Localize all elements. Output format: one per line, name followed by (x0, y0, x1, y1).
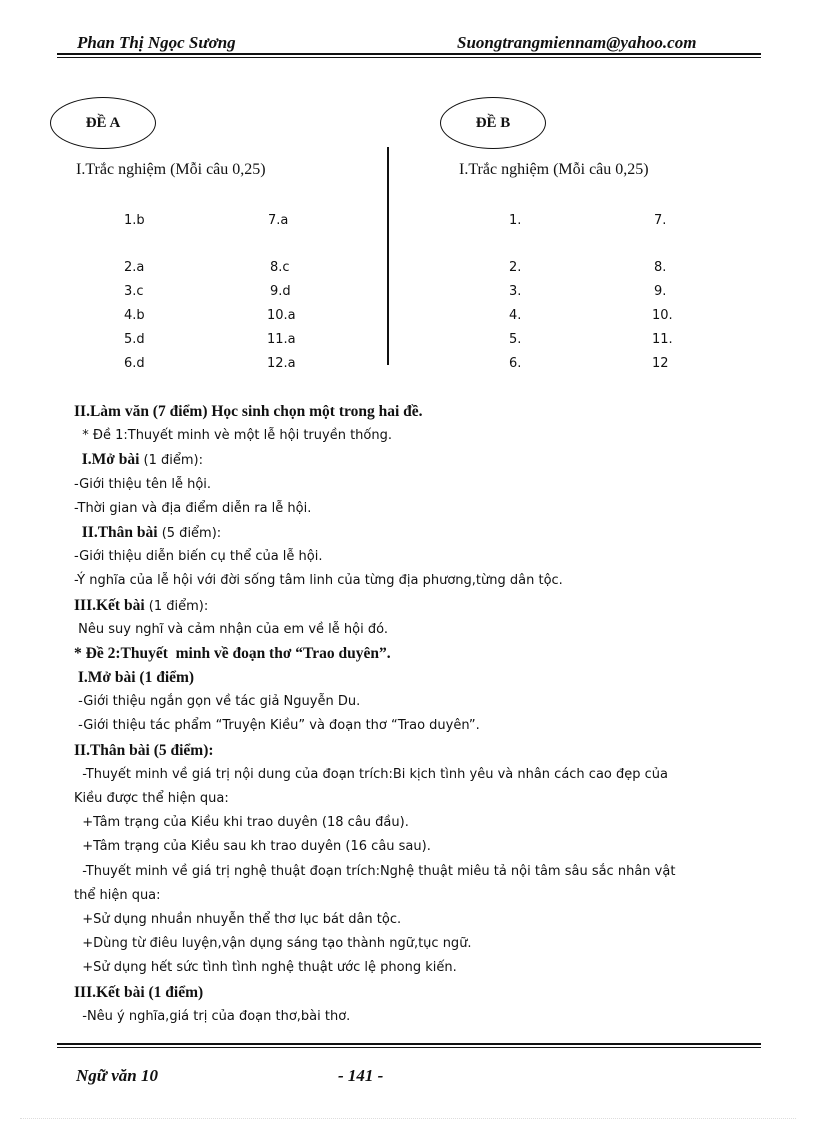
header-author: Phan Thị Ngọc Sương (77, 33, 236, 52)
de-b-answer: 1. (509, 213, 522, 228)
page-number: - 141 - (338, 1066, 384, 1085)
de-a-answer: 6.d (124, 356, 145, 371)
header-rule-thin (57, 57, 761, 58)
de-b-answer: 12 (652, 356, 669, 371)
essay-line-heading: III.Kết bài (74, 596, 145, 614)
essay-line (74, 618, 764, 642)
essay-line (74, 521, 764, 545)
de-a-answer: 11.a (267, 332, 296, 347)
de-a-label: ĐỀ A (85, 114, 121, 131)
essay-line-text: +Dùng từ điêu luyện,vận dụng sáng tạo thành ngữ,tục ngữ. (74, 936, 472, 952)
essay-line-text: Nêu suy nghĩ và cảm nhận của em về lễ hội đó. (74, 621, 388, 637)
essay-line-text: Kiều được thể hiện qua: (74, 791, 229, 806)
de-a-answer: 2.a (124, 260, 145, 275)
essay-line-text: thể hiện qua: (74, 887, 161, 903)
essay-line (74, 835, 764, 859)
bottom-dotted-line (20, 1118, 796, 1119)
essay-line-text: -Thời gian và địa điểm diễn ra lễ hội. (74, 500, 312, 516)
essay-line (74, 763, 764, 787)
essay-line-text: * Đề 1:Thuyết minh vè một lễ hội truyền thống. (74, 428, 392, 444)
de-b-answer: 5. (509, 332, 522, 347)
essay-line (74, 424, 764, 448)
de-a-answer: 9.d (270, 284, 291, 299)
de-b-answer: 9. (654, 284, 667, 299)
footer-rule-thick (57, 1043, 761, 1045)
essay-line-text: -Giới thiệu diễn biến cụ thể của lễ hội. (74, 549, 323, 565)
de-b-answer: 8. (654, 260, 667, 275)
essay-line (74, 569, 764, 593)
essay-line-heading: I.Mở bài (1 điểm) (74, 669, 195, 687)
essay-line-heading: I.Mở bài (74, 451, 140, 469)
essay-line (74, 448, 764, 472)
column-divider (387, 147, 389, 365)
header-rule-thick (57, 53, 761, 55)
essay-line (74, 714, 764, 738)
essay-line-text: -Giới thiệu tên lễ hội. (74, 476, 212, 492)
de-b-section-title: I.Trắc nghiệm (Mỗi câu 0,25) (459, 161, 649, 178)
de-a-oval (50, 97, 156, 149)
de-a-answer: 10.a (267, 308, 296, 323)
essay-line-text: -Giới thiệu ngắn gọn về tác giả Nguyễn Du. (74, 694, 361, 710)
de-b-answer: 6. (509, 356, 522, 371)
footer-rule-thin (57, 1047, 761, 1048)
essay-line-heading: II.Thân bài (5 điểm): (74, 741, 214, 759)
essay-line-heading: II.Thân bài (74, 523, 158, 541)
essay-line (74, 860, 764, 884)
essay-line-text: -Nêu ý nghĩa,giá trị của đoạn thơ,bài thơ. (74, 1008, 351, 1024)
essay-line (74, 545, 764, 569)
de-b-label: ĐỀ B (475, 114, 511, 131)
essay-title-bold: II.Làm văn (7 điểm) (74, 403, 208, 420)
de-b-answer: 4. (509, 308, 522, 323)
essay-line (74, 908, 764, 932)
essay-line-text: (5 điểm): (157, 525, 222, 541)
essay-line (74, 739, 764, 763)
essay-line (74, 642, 764, 666)
essay-line-text: +Sử dụng nhuần nhuyễn thể thơ lục bát dân tộc. (74, 911, 402, 927)
essay-line-text: -Thuyết minh về giá trị nghệ thuật đoạn trích:Nghệ thuật miêu tả nội tâm sâu sắc nhân vật (74, 863, 676, 879)
essay-line (74, 884, 764, 908)
essay-line (74, 1005, 764, 1029)
essay-line-text: -Thuyết minh về giá trị nội dung của đoạn trích:Bi kịch tình yêu và nhân cách cao đẹp của (74, 766, 668, 782)
essay-line-text: (1 điểm): (144, 598, 209, 614)
essay-line (74, 690, 764, 714)
essay-line-text: (1 điểm): (139, 453, 204, 469)
essay-title-rest: Học sinh chọn một trong hai đề. (207, 403, 423, 420)
essay-line-heading: III.Kết bài (1 điểm) (74, 983, 204, 1001)
de-b-answer: 2. (509, 260, 522, 275)
footer-subject: Ngữ văn 10 (76, 1066, 158, 1085)
essay-line (74, 932, 764, 956)
essay-line-text: -Giới thiệu tác phẩm “Truyện Kiều” và đoạn thơ “Trao duyên”. (74, 718, 480, 734)
essay-line (74, 473, 764, 497)
de-a-answer: 3.c (124, 284, 144, 299)
essay-line-text: +Sử dụng hết sức tình tình nghệ thuật ước lệ phong kiến. (74, 960, 457, 976)
essay-line-text: +Tâm trạng của Kiều khi trao duyên (18 câu đầu). (74, 815, 409, 831)
de-a-answer: 8.c (270, 260, 290, 275)
de-a-answer: 1.b (124, 213, 145, 228)
de-b-answer: 3. (509, 284, 522, 299)
de-a-section-title: I.Trắc nghiệm (Mỗi câu 0,25) (76, 161, 266, 178)
de-b-answer: 7. (654, 213, 667, 228)
de-b-oval (440, 97, 546, 149)
de-a-answer: 4.b (124, 308, 145, 323)
essay-line-heading: * Đề 2:Thuyết minh về đoạn thơ “Trao duyên”. (74, 644, 391, 662)
essay-line (74, 594, 764, 618)
header-email: Suongtrangmiennam@yahoo.com (457, 33, 697, 52)
essay-line (74, 811, 764, 835)
essay-line (74, 981, 764, 1005)
essay-section (74, 400, 764, 1029)
essay-line (74, 497, 764, 521)
essay-line (74, 666, 764, 690)
de-a-answer: 5.d (124, 332, 145, 347)
de-a-answer: 12.a (267, 356, 296, 371)
essay-line (74, 787, 764, 811)
essay-line-text: +Tâm trạng của Kiều sau kh trao duyên (16 câu sau). (74, 839, 431, 855)
de-b-answer: 11. (652, 332, 673, 347)
essay-line-text: -Ý nghĩa của lễ hội với đời sống tâm linh của từng địa phương,từng dân tộc. (74, 573, 563, 589)
de-b-answer: 10. (652, 308, 673, 323)
essay-line (74, 956, 764, 980)
essay-lines (74, 424, 764, 1029)
de-a-answer: 7.a (268, 213, 289, 228)
essay-title (74, 400, 764, 424)
